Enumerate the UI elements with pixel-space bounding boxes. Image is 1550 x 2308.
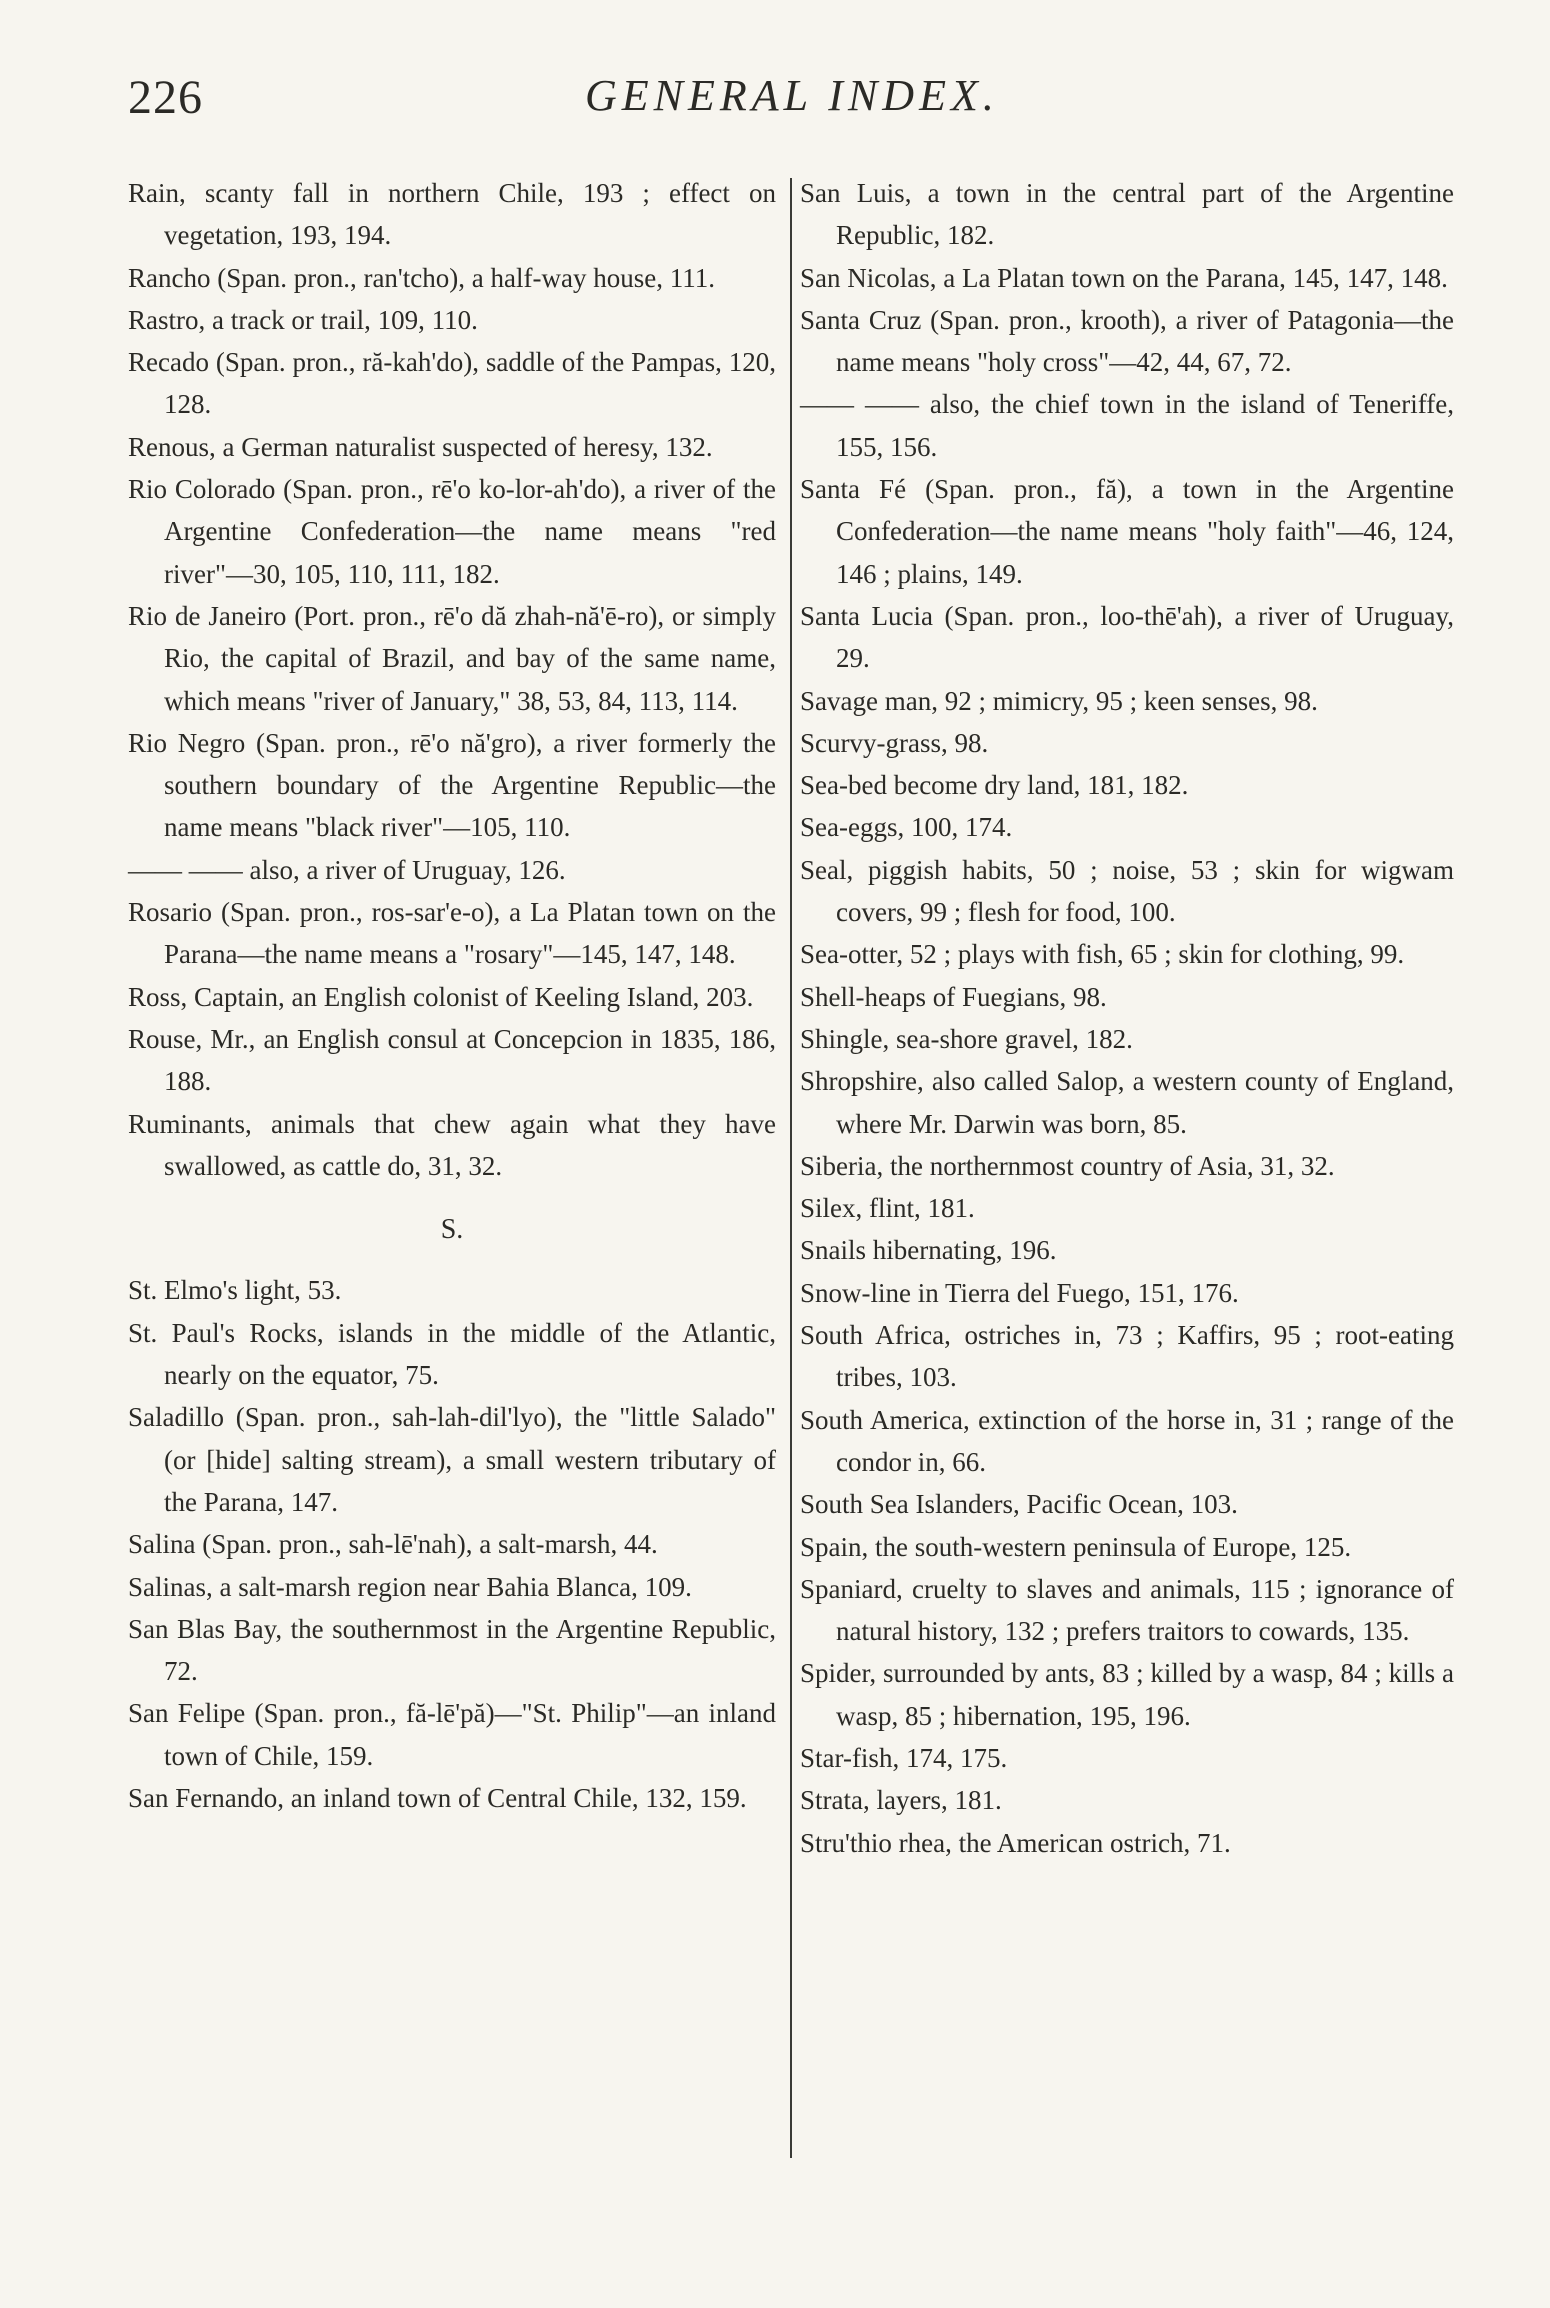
section-letter: S.	[440, 1214, 464, 1246]
column-divider	[790, 178, 792, 2158]
index-entry: Spider, surrounded by ants, 83 ; killed by a wasp, 84 ; kills a wasp, 85 ; hibernation, 195, 196.	[800, 1658, 1454, 1731]
index-entry: Stru'thio rhea, the American ostrich, 71.	[800, 1827, 1231, 1858]
index-entry: Strata, layers, 181.	[800, 1785, 1002, 1816]
index-entry: South Africa, ostriches in, 73 ; Kaffirs, 95 ; root-eating tribes, 103.	[800, 1320, 1454, 1393]
index-entry: Sea-eggs, 100, 174.	[800, 812, 1013, 843]
index-entry: Ruminants, animals that chew again what they have swallowed, as cattle do, 31, 32.	[128, 1108, 776, 1181]
index-entry: Rio Colorado (Span. pron., rē'o ko-lor-ah'do), a river of the Argentine Confederation—the name means "red river"—30, 105, 110, 111, 182.	[128, 474, 776, 589]
index-entry: —— —— also, a river of Uruguay, 126.	[128, 854, 566, 885]
index-entry: St. Paul's Rocks, islands in the middle of the Atlantic, nearly on the equator, 75.	[128, 1317, 776, 1391]
right-column	[800, 172, 1454, 1864]
index-entry: Savage man, 92 ; mimicry, 95 ; keen senses, 98.	[800, 685, 1318, 716]
index-entry: Rastro, a track or trail, 109, 110.	[128, 304, 478, 335]
index-entry: Rancho (Span. pron., ran'tcho), a half-way house, 111.	[128, 262, 715, 293]
page-number: 226	[128, 71, 203, 124]
index-entry: Rio Negro (Span. pron., rē'o nă'gro), a river formerly the southern boundary of the Argentine Republic—the name means "black river"—105, 110.	[128, 727, 776, 843]
index-entry: Salinas, a salt-marsh region near Bahia Blanca, 109.	[128, 1571, 692, 1602]
index-entry: Scurvy-grass, 98.	[800, 727, 989, 758]
index-entry: South Sea Islanders, Pacific Ocean, 103.	[800, 1489, 1238, 1520]
index-entry: Silex, flint, 181.	[800, 1193, 975, 1224]
index-entry: Rouse, Mr., an English consul at Concepcion in 1835, 186, 188.	[128, 1023, 776, 1097]
index-entry: Sea-otter, 52 ; plays with fish, 65 ; skin for clothing, 99.	[800, 939, 1405, 970]
running-head: GENERAL INDEX.	[585, 71, 999, 120]
index-entry: Salina (Span. pron., sah-lē'nah), a salt-marsh, 44.	[128, 1529, 658, 1560]
index-entry: San Nicolas, a La Platan town on the Parana, 145, 147, 148.	[800, 262, 1448, 293]
index-entry: San Luis, a town in the central part of the Argentine Republic, 182.	[800, 178, 1454, 251]
index-entry: Ross, Captain, an English colonist of Keeling Island, 203.	[128, 981, 754, 1012]
index-entry: San Blas Bay, the southernmost in the Argentine Republic, 72.	[128, 1613, 776, 1687]
index-entry: Siberia, the northernmost country of Asia, 31, 32.	[800, 1150, 1335, 1181]
index-entry: Rain, scanty fall in northern Chile, 193 ; effect on vegetation, 193, 194.	[128, 178, 776, 251]
index-entry: Shropshire, also called Salop, a western county of England, where Mr. Darwin was born, 85.	[800, 1066, 1454, 1139]
index-entry: Spain, the south-western peninsula of Europe, 125.	[800, 1531, 1352, 1562]
index-entry: Shingle, sea-shore gravel, 182.	[800, 1023, 1133, 1054]
index-entry: Renous, a German naturalist suspected of heresy, 132.	[128, 431, 713, 462]
index-entry: —— —— also, the chief town in the island of Teneriffe, 155, 156.	[800, 389, 1454, 462]
index-entry: Saladillo (Span. pron., sah-lah-dil'lyo), the "little Salado" (or [hide] salting stream), a small western tributary of the Parana, 147.	[128, 1402, 776, 1517]
index-entry: Santa Cruz (Span. pron., krooth), a river of Patagonia—the name means "holy cross"—42, 44, 67, 72.	[800, 304, 1454, 378]
index-entry: Rosario (Span. pron., ros-sar'e-o), a La Platan town on the Parana—the name means a "rosary"—145, 147, 148.	[128, 897, 776, 970]
index-entry: St. Elmo's light, 53.	[128, 1275, 342, 1306]
index-entry: Rio de Janeiro (Port. pron., rē'o dă zhah-nă'ē-ro), or simply Rio, the capital of Brazil, and bay of the same name, which means "river of January," 38, 53, 84, 113, 114.	[128, 600, 776, 716]
index-entry: Star-fish, 174, 175.	[800, 1742, 1008, 1773]
index-entry: Shell-heaps of Fuegians, 98.	[800, 981, 1107, 1012]
index-entry: Spaniard, cruelty to slaves and animals, 115 ; ignorance of natural history, 132 ; prefers traitors to cowards, 135.	[800, 1573, 1454, 1647]
index-entry: Santa Fé (Span. pron., fă), a town in the Argentine Confederation—the name means "holy faith"—46, 124, 146 ; plains, 149.	[800, 474, 1454, 589]
index-entry: South America, extinction of the horse in, 31 ; range of the condor in, 66.	[800, 1404, 1454, 1477]
index-entry: Sea-bed become dry land, 181, 182.	[800, 770, 1189, 801]
index-entry: Snails hibernating, 196.	[800, 1235, 1057, 1266]
index-entry: Snow-line in Tierra del Fuego, 151, 176.	[800, 1277, 1239, 1308]
index-entry: Seal, piggish habits, 50 ; noise, 53 ; skin for wigwam covers, 99 ; flesh for food, 100.	[800, 854, 1454, 928]
index-entry: Santa Lucia (Span. pron., loo-thē'ah), a river of Uruguay, 29.	[800, 600, 1454, 674]
index-entry: San Fernando, an inland town of Central Chile, 132, 159.	[128, 1782, 747, 1813]
index-entry: San Felipe (Span. pron., fă-lē'pă)—"St. Philip"—an inland town of Chile, 159.	[128, 1698, 776, 1771]
left-column	[128, 172, 776, 1819]
index-entry: Recado (Span. pron., ră-kah'do), saddle of the Pampas, 120, 128.	[128, 347, 776, 420]
